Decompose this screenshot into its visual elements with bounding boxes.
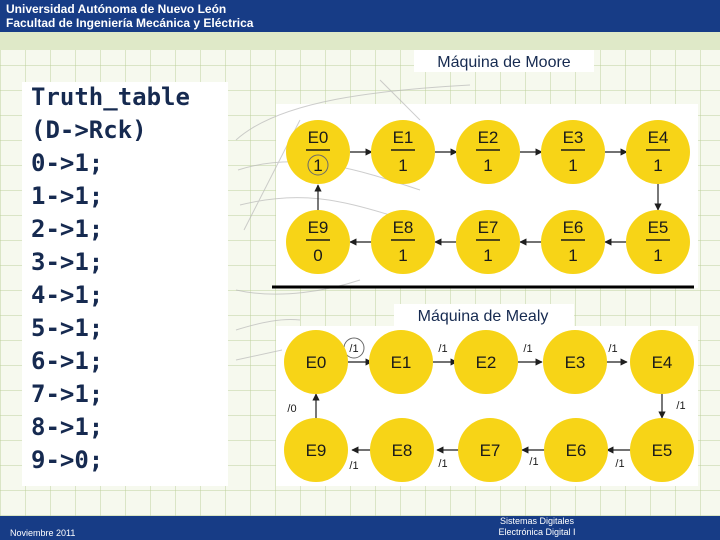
moore-state-e7 [456, 210, 520, 274]
moore-state-e0-output: 1 [313, 156, 323, 175]
mealy-state-e5-name: E5 [651, 441, 673, 460]
mealy-state-e1-name: E1 [390, 353, 412, 372]
mealy-label-e1-e2: /1 [438, 343, 448, 355]
moore-state-e9-name: E9 [307, 218, 329, 237]
mealy-state-e9-name: E9 [305, 441, 327, 460]
code-line-3: 0->1; [31, 149, 104, 177]
moore-state-e5-output: 1 [653, 246, 663, 265]
moore-state-e5-name: E5 [647, 218, 669, 237]
mealy-state-e7-name: E7 [479, 441, 501, 460]
mealy-state-e6 [544, 418, 608, 482]
moore-state-e8-output: 1 [398, 246, 408, 265]
moore-state-e2-name: E2 [477, 128, 499, 147]
moore-state-e7-output: 1 [483, 246, 493, 265]
moore-state-e9 [286, 210, 350, 274]
footer-course [462, 516, 612, 538]
footer-date: Noviembre 2011 [10, 528, 76, 538]
moore-state-e6 [541, 210, 605, 274]
mealy-state-e8 [370, 418, 434, 482]
moore-state-e3-output: 1 [568, 156, 578, 175]
mealy-state-e2-name: E2 [475, 353, 497, 372]
moore-state-e1-output: 1 [398, 156, 408, 175]
moore-state-e5 [626, 210, 690, 274]
moore-state-e4 [626, 120, 690, 184]
university-name: Universidad Autónoma de Nuevo León [6, 2, 227, 16]
moore-state-e3 [541, 120, 605, 184]
mealy-state-e0 [284, 330, 348, 394]
mealy-state-e3 [543, 330, 607, 394]
moore-state-e4-output: 1 [653, 156, 663, 175]
mealy-state-e8-name: E8 [391, 441, 413, 460]
footer-course-line2: Electrónica Digital I [498, 527, 576, 537]
mealy-state-e9 [284, 418, 348, 482]
mealy-label-e0-e1: /1 [349, 343, 359, 355]
mealy-label-e6-e7: /1 [529, 456, 539, 468]
code-line-7: 4->1; [31, 281, 104, 309]
moore-state-e1 [371, 120, 435, 184]
faculty-name: Facultad de Ingeniería Mecánica y Eléctrica [6, 16, 254, 30]
moore-state-e2 [456, 120, 520, 184]
moore-state-e2-output: 1 [483, 156, 493, 175]
moore-state-e1-name: E1 [392, 128, 414, 147]
mealy-state-e5 [630, 418, 694, 482]
code-line-4: 1->1; [31, 182, 104, 210]
moore-state-e3-name: E3 [562, 128, 584, 147]
footer-course-line1: Sistemas Digitales [499, 516, 575, 526]
mealy-label-e7-e8: /1 [438, 458, 448, 470]
moore-state-e0 [286, 120, 350, 184]
mealy-state-e0-name: E0 [305, 353, 327, 372]
code-line-8: 5->1; [31, 314, 104, 342]
moore-state-e9-output: 0 [313, 246, 323, 265]
mealy-state-e7 [458, 418, 522, 482]
mealy-label-e5-e6: /1 [615, 458, 625, 470]
code-line-2: (D->Rck) [31, 116, 147, 144]
code-line-11: 8->1; [31, 413, 104, 441]
mealy-title: Máquina de Mealy [417, 308, 549, 325]
moore-state-e6-name: E6 [562, 218, 584, 237]
code-line-10: 7->1; [31, 380, 104, 408]
code-line-6: 3->1; [31, 248, 104, 276]
mealy-label-e8-e9: /1 [349, 460, 359, 472]
moore-title: Máquina de Moore [437, 54, 571, 71]
mealy-state-e2 [454, 330, 518, 394]
moore-state-e8 [371, 210, 435, 274]
code-line-9: 6->1; [31, 347, 104, 375]
moore-state-e4-name: E4 [647, 128, 669, 147]
mealy-label-e3-e4: /1 [608, 343, 618, 355]
code-line-5: 2->1; [31, 215, 104, 243]
mealy-state-e1 [369, 330, 433, 394]
moore-state-e7-name: E7 [477, 218, 499, 237]
moore-state-e8-name: E8 [392, 218, 414, 237]
code-line-1: Truth_table [31, 83, 190, 111]
mealy-state-e3-name: E3 [564, 353, 586, 372]
mealy-state-e4-name: E4 [651, 353, 673, 372]
mealy-label-e4-e5: /1 [676, 400, 686, 412]
mealy-state-e6-name: E6 [565, 441, 587, 460]
moore-state-e0-name: E0 [307, 128, 329, 147]
code-line-12: 9->0; [31, 446, 104, 474]
mealy-label-e2-e3: /1 [523, 343, 533, 355]
moore-state-e6-output: 1 [568, 246, 578, 265]
mealy-label-e9-e0: /0 [287, 403, 297, 415]
mealy-state-e4 [630, 330, 694, 394]
footer-bar [0, 516, 720, 540]
